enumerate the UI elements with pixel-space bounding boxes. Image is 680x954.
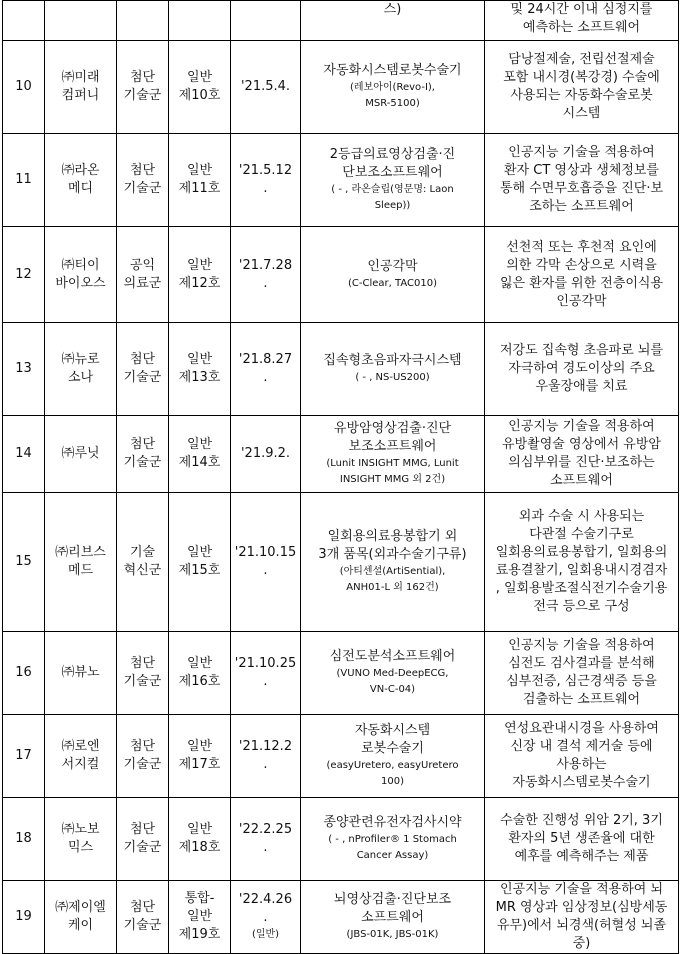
company-name-line: 케이 (67, 918, 94, 933)
no-cell (3, 881, 45, 954)
date-cell (231, 227, 301, 323)
table-row (3, 227, 679, 323)
category-cell (117, 715, 169, 798)
category-line: 기술군 (123, 455, 162, 470)
description-cell (485, 632, 679, 715)
description-line: 포함 내시경(복강경) 수술에 (503, 70, 660, 85)
description-line: 사용하는 (556, 757, 607, 772)
category-cell (117, 798, 169, 881)
company-name-line: ㈜로엔 (61, 739, 100, 754)
date-line: '21.10.25 (234, 656, 297, 671)
product-line: 자동화시스템 (354, 723, 431, 738)
company-name-line: 메디 (67, 181, 94, 196)
company-cell (45, 227, 117, 323)
date-cell (231, 41, 301, 134)
description-line: 유무)에서 뇌경색(허혈성 뇌졸중) (496, 918, 667, 951)
row-number: 14 (15, 446, 32, 461)
category-cell (117, 323, 169, 416)
description-cell (485, 798, 679, 881)
product-line: (C-Clear, TAC010) (348, 277, 437, 289)
product-line: 보조소프트웨어 (348, 439, 437, 454)
designation-line: 일반 (186, 70, 213, 85)
category-line: 기술군 (123, 88, 162, 103)
company-name-line: ㈜미래 (61, 70, 100, 85)
category-cell (117, 881, 169, 954)
date-line: . (263, 910, 268, 925)
product-line: 유방암영상검출·진단 (333, 421, 452, 436)
description-line: 심전도 검사결과를 분석해 (508, 656, 655, 671)
product-line: (JBS-01K, JBS-01K) (346, 929, 439, 940)
no-cell (3, 715, 45, 798)
date-line: . (263, 757, 268, 772)
description-line: 사용되는 자동화수술로봇 (510, 88, 653, 103)
designation-line: 일반 (186, 656, 213, 671)
category-line: 기술군 (123, 370, 162, 385)
date-line: '22.2.25 (238, 822, 293, 837)
company-name-line: ㈜리브스 (55, 545, 106, 560)
designation-cell (169, 323, 231, 416)
company-name-line: ㈜제이엘 (55, 900, 106, 915)
category-line: 의료군 (123, 275, 162, 291)
category-cell (117, 134, 169, 227)
product-cell (301, 134, 485, 227)
company-cell (45, 416, 117, 493)
row-number: 15 (15, 554, 32, 569)
designation-line: 일반 (186, 257, 213, 273)
date-line: '21.9.2. (240, 446, 291, 461)
description-line: 자극하여 경도이상의 주요 (508, 361, 655, 376)
no-cell (3, 41, 45, 134)
row-number: 17 (15, 748, 32, 763)
description-cell (485, 493, 679, 632)
date-line: . (263, 181, 268, 196)
description-line: 다관절 수술기구로 (529, 527, 634, 542)
company-name-line: ㈜뷰노 (61, 665, 100, 680)
company-name-line: ㈜라온 (61, 163, 100, 178)
category-cell (117, 227, 169, 323)
description-line: 심부전증, 심근경색증 등을 (506, 674, 657, 689)
designation-line: 제13호 (178, 370, 221, 385)
category-cell (117, 416, 169, 493)
description-line: , 일회용발조절식전기수술기용 (495, 581, 668, 596)
designation-line: 일반 (186, 909, 213, 924)
date-cell (231, 798, 301, 881)
no-cell (3, 493, 45, 632)
product-line: 스) (383, 2, 402, 17)
no-cell (3, 323, 45, 416)
product-line: ( - , 라온슬립(영문명: Laon (331, 184, 454, 195)
product-line: ANH01-L 외 162건) (346, 582, 439, 593)
product-line: 소프트웨어 (361, 910, 424, 925)
product-line: 자동화시스템로봇수술기 (323, 63, 462, 78)
description-cell (485, 715, 679, 798)
description-line: 인공지능 기술을 적용하여 (508, 419, 655, 434)
designation-line: 제12호 (178, 275, 221, 291)
description-line: 예후를 예측해주는 제품 (514, 849, 649, 864)
designation-cell (169, 41, 231, 134)
company-name-line: 서지컬 (61, 757, 100, 772)
date-cell (231, 416, 301, 493)
company-cell (45, 134, 117, 227)
row-number: 13 (15, 361, 32, 376)
description-line: 인공지능 기술을 적용하여 (508, 638, 655, 653)
table-row (3, 323, 679, 416)
category-line: 혁신군 (123, 563, 162, 578)
category-line: 첨단 (129, 900, 156, 915)
designation-line: 일반 (186, 545, 213, 560)
product-line: 단보조소프트웨어 (342, 165, 443, 180)
product-line: Cancer Assay) (356, 850, 429, 861)
no-cell (3, 632, 45, 715)
product-line: 뇌영상검출·진단보조 (333, 892, 452, 907)
category-line: 첨단 (129, 163, 156, 178)
date-line: . (263, 840, 268, 855)
category-line: 기술군 (123, 674, 162, 689)
company-name-line: ㈜티이 (61, 257, 100, 273)
product-cell (301, 323, 485, 416)
designation-line: 제14호 (178, 455, 221, 470)
row-number: 10 (15, 79, 32, 94)
designation-line: 제11호 (178, 181, 221, 196)
description-line: 환자 CT 영상과 생체정보를 (504, 163, 659, 178)
description-line: 저강도 집속형 초음파로 뇌를 (499, 343, 664, 358)
company-cell (45, 632, 117, 715)
date-line: '21.8.27 (238, 352, 293, 367)
description-cell (485, 323, 679, 416)
product-line: (easyUretero, easyUretero (326, 760, 459, 771)
no-cell (3, 416, 45, 493)
designation-line: 일반 (186, 352, 213, 367)
table-row (3, 632, 679, 715)
designation-cell (169, 1, 231, 41)
designation-line: 제17호 (178, 757, 221, 772)
description-line: 외과 수술 시 사용되는 (518, 509, 645, 524)
row-number: 16 (15, 665, 32, 680)
date-line: . (263, 563, 268, 578)
description-cell (485, 41, 679, 134)
category-line: 기술군 (123, 918, 162, 933)
description-line: 조하는 소프트웨어 (529, 199, 634, 214)
company-cell (45, 881, 117, 954)
category-cell (117, 493, 169, 632)
product-cell (301, 41, 485, 134)
company-name-line: ㈜노보 (61, 822, 100, 837)
table-row (3, 798, 679, 881)
description-line: 및 24시간 이내 심정지를 (510, 2, 653, 17)
company-name-line: ㈜뉴로 (61, 352, 100, 367)
category-line: 기술군 (123, 757, 162, 772)
description-line: 의심부위를 진단·보조하는 (508, 455, 655, 470)
description-line: 통해 수면무호흡증을 진단·보 (499, 181, 664, 196)
description-cell (485, 134, 679, 227)
category-cell (117, 632, 169, 715)
product-line: ( - , nProfiler® 1 Stomach (328, 834, 457, 845)
no-cell (3, 798, 45, 881)
product-cell (301, 632, 485, 715)
category-line: 기술군 (123, 181, 162, 196)
designation-cell (169, 493, 231, 632)
product-line: VN-C-04) (369, 684, 416, 695)
date-cell (231, 1, 301, 41)
product-line: MSR-5100) (365, 98, 420, 109)
company-name-line: 믹스 (67, 840, 94, 855)
row-number: 19 (15, 909, 32, 924)
description-cell (485, 1, 679, 41)
date-line: . (263, 275, 268, 291)
row-number: 12 (15, 266, 32, 282)
company-name-line: 바이오스 (55, 275, 106, 291)
no-cell (3, 1, 45, 41)
product-cell (301, 1, 485, 41)
category-line: 첨단 (129, 352, 156, 367)
category-line: 첨단 (129, 437, 156, 452)
product-cell (301, 416, 485, 493)
table-row (3, 41, 679, 134)
designation-table (2, 0, 679, 954)
designation-line: 제18호 (178, 840, 221, 855)
description-line: 연성요관내시경을 사용하여 (504, 721, 659, 736)
company-cell (45, 798, 117, 881)
company-name-line: 소나 (67, 370, 94, 385)
company-cell (45, 493, 117, 632)
description-line: 선천적 또는 후천적 요인에 (506, 239, 657, 255)
description-line: 료용결찰기, 일회용내시경겸자 (495, 563, 668, 578)
description-line: 예측하는 소프트웨어 (522, 20, 641, 35)
product-cell (301, 798, 485, 881)
description-line: 인공지능 기술을 적용하여 뇌 (499, 882, 664, 897)
date-cell (231, 323, 301, 416)
product-line: 3개 품목(외과수술기구류) (318, 547, 467, 562)
designation-cell (169, 798, 231, 881)
description-line: 환자의 5년 생존율에 대한 (508, 831, 655, 846)
company-name-line: 컴퍼니 (61, 88, 100, 103)
designation-line: 일반 (186, 822, 213, 837)
table-row (3, 416, 679, 493)
date-line: '21.10.15 (234, 545, 297, 560)
date-cell (231, 632, 301, 715)
category-line: 기술군 (123, 840, 162, 855)
date-line: '22.4.26 (238, 892, 293, 907)
category-cell (117, 1, 169, 41)
designation-cell (169, 227, 231, 323)
row-number: 18 (15, 831, 32, 846)
no-cell (3, 227, 45, 323)
description-line: 신장 내 결석 제거술 등에 (510, 739, 653, 754)
product-line: (VUNO Med-DeepECG, (336, 668, 449, 679)
date-line: '21.7.28 (238, 257, 293, 273)
date-line: '21.5.4. (240, 79, 291, 94)
designation-line: 일반 (186, 739, 213, 754)
table-row (3, 1, 679, 41)
designation-cell (169, 632, 231, 715)
date-cell (231, 134, 301, 227)
description-line: 검출하는 소프트웨어 (522, 692, 641, 707)
row-number: 11 (15, 172, 32, 187)
product-line: Sleep)) (374, 200, 411, 211)
company-name-line: 메드 (67, 563, 94, 578)
description-line: 유방촬영술 영상에서 유방암 (502, 437, 661, 452)
no-cell (3, 134, 45, 227)
table-row (3, 881, 679, 954)
designation-cell (169, 881, 231, 954)
product-cell (301, 493, 485, 632)
date-line: . (263, 674, 268, 689)
date-line: . (263, 370, 268, 385)
description-line: MR 영상과 임상정보(심방세동 (495, 900, 668, 915)
product-line: 인공각막 (367, 258, 418, 274)
product-line: 심전도분석소프트웨어 (329, 649, 456, 664)
company-cell (45, 715, 117, 798)
description-line: 인공각막 (556, 293, 607, 309)
company-cell (45, 1, 117, 41)
category-line: 첨단 (129, 70, 156, 85)
date-line: '21.12.2 (238, 739, 293, 754)
company-cell (45, 41, 117, 134)
description-line: 수술한 진행성 위암 2기, 3기 (500, 813, 663, 828)
designation-line: 통합- (184, 891, 215, 906)
description-line: 담낭절제술, 전립선절제술 (508, 52, 655, 67)
description-cell (485, 416, 679, 493)
category-line: 공익 (129, 257, 156, 273)
product-line: 집속형초음파자극시스템 (323, 353, 462, 368)
designation-line: 제16호 (178, 674, 221, 689)
product-line: 2등급의료영상검출·진 (329, 147, 456, 162)
designation-line: 일반 (186, 437, 213, 452)
designation-line: 제10호 (178, 88, 221, 103)
product-line: 100) (381, 776, 404, 787)
date-line: (일반) (251, 929, 280, 940)
description-line: 우울장애를 치료 (535, 379, 628, 394)
product-line: ( - , NS-US200) (355, 372, 430, 383)
company-name-line: ㈜루닛 (61, 446, 100, 461)
product-line: (레보아이(Revo-I), (350, 82, 435, 93)
designation-cell (169, 134, 231, 227)
designation-line: 일반 (186, 163, 213, 178)
table-row (3, 493, 679, 632)
description-line: 소프트웨어 (550, 473, 613, 488)
table-row (3, 715, 679, 798)
table-row (3, 134, 679, 227)
company-cell (45, 323, 117, 416)
product-line: INSIGHT MMG 외 2건) (339, 474, 446, 485)
product-cell (301, 881, 485, 954)
description-line: 의한 각막 손상으로 시력을 (506, 257, 657, 273)
description-line: 시스템 (562, 106, 601, 121)
description-line: 잃은 환자를 위한 전층이식용 (499, 275, 664, 291)
description-line: 전극 등으로 구성 (533, 599, 630, 614)
category-line: 첨단 (129, 822, 156, 837)
date-cell (231, 493, 301, 632)
category-line: 첨단 (129, 656, 156, 671)
product-line: (아티센셜(ArtiSential), (339, 566, 446, 577)
product-line: 로봇수술기 (361, 741, 424, 756)
designation-line: 제15호 (178, 563, 221, 578)
product-line: (Lunit INSIGHT MMG, Lunit (326, 458, 459, 469)
product-cell (301, 227, 485, 323)
description-cell (485, 227, 679, 323)
date-line: '21.5.12 (238, 163, 293, 178)
description-cell (485, 881, 679, 954)
designation-cell (169, 416, 231, 493)
date-cell (231, 715, 301, 798)
designation-line: 제19호 (178, 927, 221, 942)
designation-cell (169, 715, 231, 798)
product-line: 종양관련유전자검사시약 (323, 815, 462, 830)
category-line: 기술 (129, 545, 156, 560)
description-line: 인공지능 기술을 적용하여 (508, 145, 655, 160)
category-cell (117, 41, 169, 134)
description-line: 자동화시스템로봇수술기 (512, 775, 651, 790)
product-line: 일회용의료용봉합기 외 (327, 529, 458, 544)
category-line: 첨단 (129, 739, 156, 754)
date-cell (231, 881, 301, 954)
product-cell (301, 715, 485, 798)
description-line: 일회용의료용봉합기, 일회용의 (495, 545, 668, 560)
